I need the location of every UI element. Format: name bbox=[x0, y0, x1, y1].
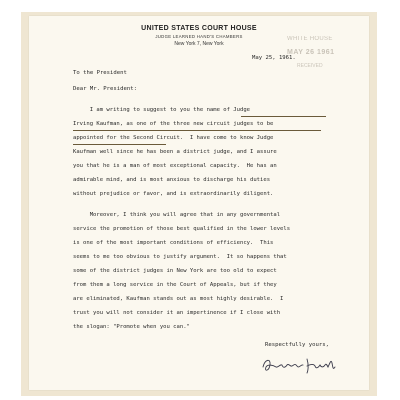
body-line: service the promotion of those best qualified in the lower levels bbox=[73, 226, 291, 232]
underline-mark bbox=[241, 116, 326, 117]
salutation: Dear Mr. President: bbox=[73, 86, 137, 92]
body-line: admirable mind, and is most anxious to discharge his duties bbox=[73, 177, 271, 183]
body-line: Kaufman well since he has been a district judge, and I assure bbox=[73, 149, 277, 155]
letterhead-address: New York 7, New York bbox=[174, 41, 224, 47]
body-line: I am writing to suggest to you the name of Judge bbox=[73, 107, 250, 113]
stamp-line-3: RECEIVED bbox=[297, 63, 323, 69]
body-line: are eliminated, Kaufman stands out as most highly desirable. I bbox=[73, 296, 284, 302]
letter-sheet bbox=[29, 16, 369, 390]
recipient-line: To the President bbox=[73, 70, 127, 76]
stamp-line-1: WHITE HOUSE bbox=[287, 36, 333, 42]
stamp-line-2: MAY 26 1961 bbox=[287, 49, 335, 56]
signature bbox=[259, 353, 339, 377]
body-line: appointed for the Second Circuit. I have come to know Judge bbox=[73, 135, 274, 141]
body-line: Irving Kaufman, as one of the three new circuit judges to be bbox=[73, 121, 274, 127]
body-line: the slogan: "Promote when you can." bbox=[73, 324, 190, 330]
letter-date: May 25, 1961. bbox=[252, 55, 296, 61]
body-line: trust you will not consider it an impertinence if I close with bbox=[73, 310, 281, 316]
body-line: without prejudice or favor, and is extraordinarily diligent. bbox=[73, 191, 274, 197]
received-stamp bbox=[287, 36, 359, 74]
body-line: from them a long service in the Court of Appeals, but if they bbox=[73, 282, 277, 288]
body-line: is one of the most important conditions of efficiency. This bbox=[73, 240, 274, 246]
body-line: some of the district judges in New York are too old to expect bbox=[73, 268, 277, 274]
letterhead-title: UNITED STATES COURT HOUSE bbox=[141, 25, 257, 32]
underline-mark bbox=[73, 144, 166, 145]
closing: Respectfully yours, bbox=[265, 342, 329, 348]
letterhead-subtitle: JUDGE LEARNED HAND'S CHAMBERS bbox=[155, 34, 243, 39]
body-line: you that he is a man of most exceptional capacity. He has an bbox=[73, 163, 277, 169]
body-line: seems to me too obvious to justify argument. It so happens that bbox=[73, 254, 287, 260]
underline-mark bbox=[73, 130, 321, 131]
body-line: Moreover, I think you will agree that in any governmental bbox=[73, 212, 281, 218]
